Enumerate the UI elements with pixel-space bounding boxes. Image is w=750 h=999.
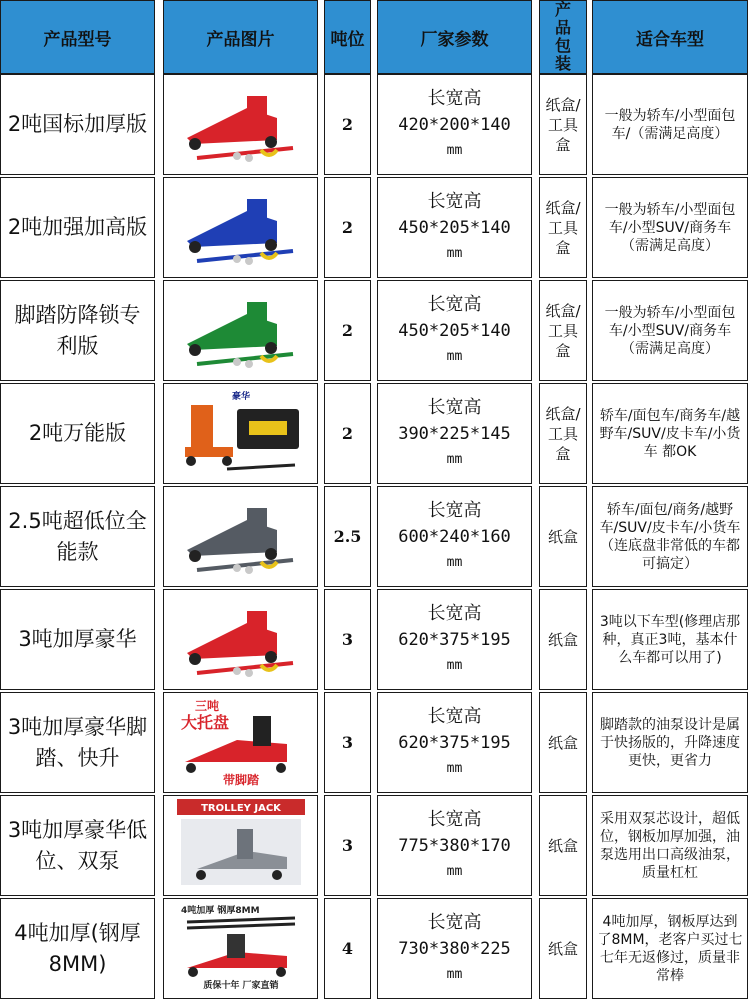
params-line: 620*375*195 [398, 629, 511, 650]
params-line: 长宽高 [427, 705, 482, 727]
packaging-cell: 纸盒 [539, 795, 587, 896]
params-cell [377, 280, 532, 381]
params-line: mm [446, 451, 463, 467]
product-image [163, 74, 318, 175]
header-model: 产品型号 [0, 0, 155, 74]
header-packaging: 产 品 包 装 [539, 0, 587, 74]
params-line: 450*205*140 [398, 320, 511, 341]
svg-text:质保十年 厂家直销: 质保十年 厂家直销 [202, 980, 279, 991]
params-line: mm [446, 142, 463, 158]
params-line: mm [446, 554, 463, 570]
params-line: 775*380*170 [398, 835, 511, 856]
params-line: mm [446, 863, 463, 879]
packaging-cell: 纸盒/工具盒 [539, 177, 587, 278]
packaging-cell: 纸盒/工具盒 [539, 74, 587, 175]
params-cell [377, 486, 532, 587]
ton-cell: 3 [324, 795, 371, 896]
fit-cell: 3吨以下车型(修理店那种，真正3吨，基本什么车都可以用了) [592, 589, 748, 690]
params-line: 450*205*140 [398, 217, 511, 238]
model-cell: 2吨万能版 [0, 383, 155, 484]
table-header [0, 0, 750, 74]
svg-text:三吨: 三吨 [194, 698, 219, 713]
model-cell: 2.5吨超低位全能款 [0, 486, 155, 587]
table-row [0, 280, 750, 381]
params-line: 长宽高 [427, 190, 482, 212]
svg-text:大托盘: 大托盘 [180, 712, 229, 732]
red-4ton-jack-icon [177, 902, 305, 996]
green-floor-jack-icon [177, 284, 305, 378]
ton-cell: 3 [324, 692, 371, 793]
model-cell: 3吨加厚豪华 [0, 589, 155, 690]
ton-cell: 2.5 [324, 486, 371, 587]
product-image [163, 486, 318, 587]
blue-floor-jack-icon [177, 181, 305, 275]
trolley-jack-icon [177, 799, 305, 893]
table-row [0, 589, 750, 690]
params-line: 600*240*160 [398, 526, 511, 547]
ton-cell: 2 [324, 280, 371, 381]
params-line: 长宽高 [427, 396, 482, 418]
table-row [0, 692, 750, 793]
svg-text:4吨加厚 钢厚8MM: 4吨加厚 钢厚8MM [180, 905, 260, 916]
params-line: 长宽高 [427, 602, 482, 624]
model-cell: 脚踏防降锁专利版 [0, 280, 155, 381]
header-params: 厂家参数 [377, 0, 532, 74]
table-row [0, 383, 750, 484]
product-image [163, 280, 318, 381]
packaging-cell: 纸盒/工具盒 [539, 383, 587, 484]
product-image [163, 692, 318, 793]
svg-text:豪华: 豪华 [231, 391, 250, 402]
params-cell [377, 589, 532, 690]
svg-text:TROLLEY JACK: TROLLEY JACK [200, 802, 281, 814]
params-cell [377, 898, 532, 999]
ton-cell: 3 [324, 589, 371, 690]
product-image [163, 898, 318, 999]
fit-cell: 轿车/面包/商务/越野车/SUV/皮卡车/小货车（连底盘非常低的车都可搞定） [592, 486, 748, 587]
model-cell: 3吨加厚豪华脚踏、快升 [0, 692, 155, 793]
params-line: mm [446, 657, 463, 673]
params-line: mm [446, 966, 463, 982]
params-line: 长宽高 [427, 499, 482, 521]
ton-cell: 4 [324, 898, 371, 999]
product-image [163, 795, 318, 896]
params-cell [377, 74, 532, 175]
fit-cell: 一般为轿车/小型面包车/小型SUV/商务车（需满足高度） [592, 177, 748, 278]
product-image [163, 177, 318, 278]
params-line: 420*200*140 [398, 114, 511, 135]
svg-text:带脚踏: 带脚踏 [222, 772, 259, 786]
ton-cell: 2 [324, 177, 371, 278]
table-row [0, 486, 750, 587]
params-line: 长宽高 [427, 293, 482, 315]
fit-cell: 轿车/面包车/商务车/越野车/SUV/皮卡车/小货车 都OK [592, 383, 748, 484]
params-cell [377, 383, 532, 484]
fit-cell: 4吨加厚，钢板厚达到了8MM，老客户买过七七年无返修过，质量非常棒 [592, 898, 748, 999]
ton-cell: 2 [324, 383, 371, 484]
params-cell [377, 795, 532, 896]
red-floor-jack-icon [177, 78, 305, 172]
params-line: mm [446, 245, 463, 261]
table-row [0, 795, 750, 896]
params-cell [377, 692, 532, 793]
orange-jack-with-case-icon [177, 387, 305, 481]
params-line: 长宽高 [427, 808, 482, 830]
params-line: mm [446, 348, 463, 364]
model-cell: 3吨加厚豪华低位、双泵 [0, 795, 155, 896]
table-row [0, 898, 750, 999]
params-line: 长宽高 [427, 911, 482, 933]
model-cell: 4吨加厚(钢厚8MM) [0, 898, 155, 999]
params-line: 长宽高 [427, 87, 482, 109]
fit-cell: 脚踏款的油泵设计是属于快扬版的，升降速度更快，更省力 [592, 692, 748, 793]
table-row [0, 74, 750, 175]
product-image [163, 383, 318, 484]
packaging-cell: 纸盒 [539, 898, 587, 999]
packaging-cell: 纸盒/工具盒 [539, 280, 587, 381]
header-image: 产品图片 [163, 0, 318, 74]
red-pedal-jack-icon [177, 696, 305, 790]
table-row [0, 177, 750, 278]
product-image [163, 589, 318, 690]
fit-cell: 一般为轿车/小型面包车/小型SUV/商务车（需满足高度） [592, 280, 748, 381]
gray-low-profile-jack-icon [177, 490, 305, 584]
header-fit: 适合车型 [592, 0, 748, 74]
red-heavy-jack-icon [177, 593, 305, 687]
fit-cell: 采用双泵芯设计，超低位，钢板加厚加强，油泵选用出口高级油泵，质量杠杠 [592, 795, 748, 896]
packaging-cell: 纸盒 [539, 589, 587, 690]
fit-cell: 一般为轿车/小型面包车/（需满足高度） [592, 74, 748, 175]
ton-cell: 2 [324, 74, 371, 175]
params-cell [377, 177, 532, 278]
params-line: 620*375*195 [398, 732, 511, 753]
params-line: 730*380*225 [398, 938, 511, 959]
model-cell: 2吨国标加厚版 [0, 74, 155, 175]
packaging-cell: 纸盒 [539, 486, 587, 587]
packaging-cell: 纸盒 [539, 692, 587, 793]
header-ton: 吨位 [324, 0, 371, 74]
params-line: 390*225*145 [398, 423, 511, 444]
params-line: mm [446, 760, 463, 776]
model-cell: 2吨加强加高版 [0, 177, 155, 278]
